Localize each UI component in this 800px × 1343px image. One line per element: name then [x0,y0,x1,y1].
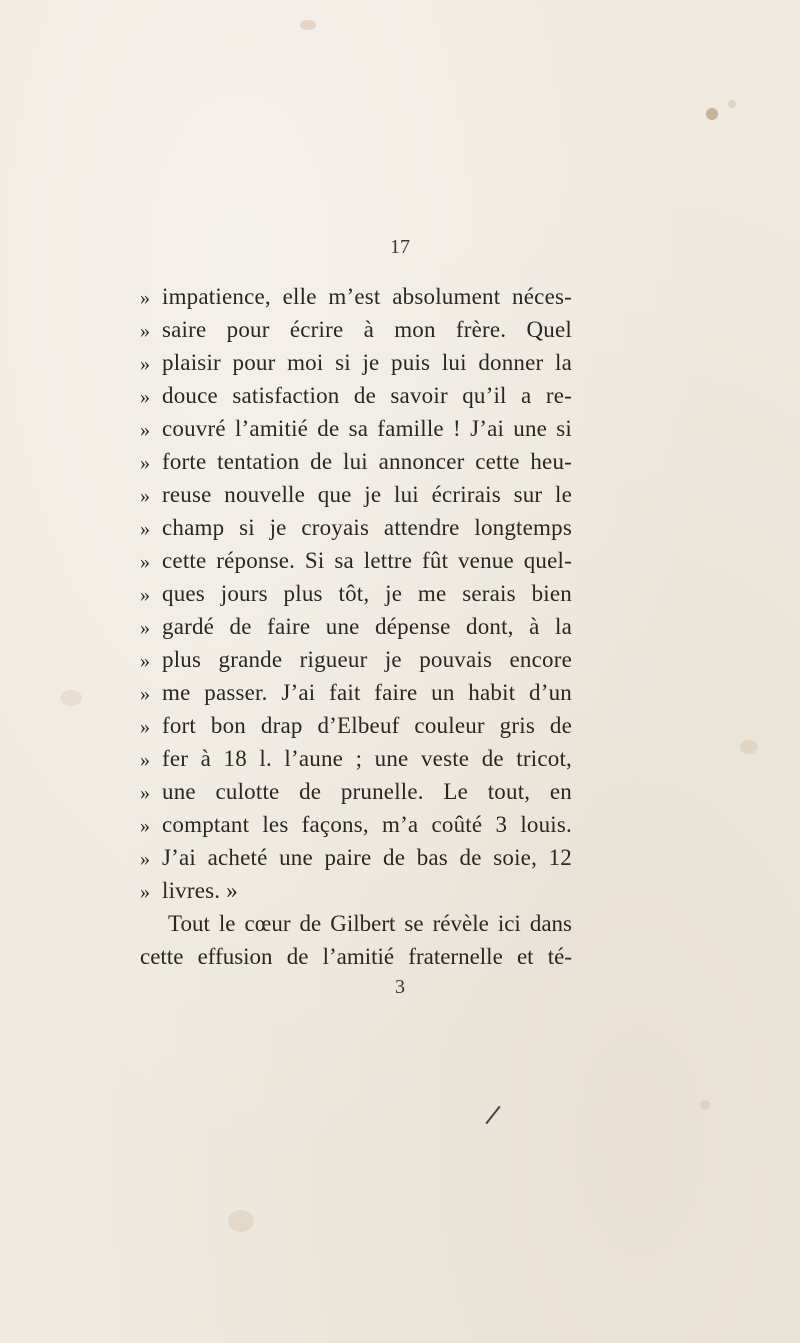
quote-mark: » [140,518,150,540]
quote-line [140,544,572,577]
quote-line-text: cette réponse. Si sa lettre fût venue quel- [162,548,572,573]
foxing-spot [706,108,718,120]
quote-line-text: gardé de faire une dépense dont, à la [162,614,572,639]
quote-line-text: fer à 18 l. l’aune ; une veste de tricot, [162,746,572,771]
quote-line-text: couvré l’amitié de sa famille ! J’ai une si [162,416,572,441]
quote-mark: » [140,353,150,375]
quote-mark: » [140,815,150,837]
foxing-spot [228,1210,254,1232]
quote-line-text: douce satisfaction de savoir qu’il a re- [162,383,572,408]
quote-line-text: plaisir pour moi si je puis lui donner la [162,350,572,375]
quote-line-text: reuse nouvelle que je lui écrirais sur le [162,482,572,507]
quote-line [140,577,572,610]
quote-line [140,808,572,841]
quote-mark: » [140,551,150,573]
quote-line [140,379,572,412]
quote-mark: » [140,749,150,771]
quote-line-text: saire pour écrire à mon frère. Quel [162,317,572,342]
foxing-spot [300,20,316,30]
quote-line-text: plus grande rigueur je pouvais encore [162,647,572,672]
quote-line [140,445,572,478]
quote-line-text: ques jours plus tôt, je me serais bien [162,581,572,606]
quote-line-text: forte tentation de lui annoncer cette heu- [162,449,572,474]
quote-line [140,643,572,676]
quote-line [140,313,572,346]
foxing-spot [700,1100,710,1110]
paragraph-line: Tout le cœur de Gilbert se révèle ici dans [168,911,572,936]
paragraph-line: cette effusion de l’amitié fraternelle et té- [140,944,572,969]
quote-mark: » [140,287,150,309]
quote-line [140,478,572,511]
quote-mark: » [140,848,150,870]
quote-line-text: impatience, elle m’est absolument néces- [162,284,572,309]
quote-mark: » [140,584,150,606]
quote-mark: » [140,782,150,804]
quote-mark: » [140,320,150,342]
quote-line [140,412,572,445]
quote-line-text: me passer. J’ai fait faire un habit d’un [162,680,572,705]
signature-mark: 3 [395,976,405,998]
quote-mark: » [140,650,150,672]
quote-line-text: une culotte de prunelle. Le tout, en [162,779,572,804]
quote-line [140,511,572,544]
quote-line [140,280,572,313]
quote-line [140,775,572,808]
quote-line [140,874,572,907]
quote-line [140,676,572,709]
quote-mark: » [140,617,150,639]
quote-mark: » [140,485,150,507]
quote-mark: » [140,386,150,408]
foxing-spot [728,100,736,108]
quote-line-text: comptant les façons, m’a coûté 3 louis. [162,812,572,837]
quote-mark: » [140,716,150,738]
foxing-spot [740,740,758,754]
quote-line [140,610,572,643]
quote-line-text: fort bon drap d’Elbeuf couleur gris de [162,713,572,738]
text-block [140,280,572,973]
quote-line-text: livres. » [162,878,238,903]
quote-mark: » [140,452,150,474]
quote-mark: » [140,683,150,705]
page-number: 17 [390,236,410,258]
quote-line [140,841,572,874]
quote-mark: » [140,419,150,441]
quote-line [140,742,572,775]
quote-mark: » [140,881,150,903]
quote-line [140,709,572,742]
quote-line-text: J’ai acheté une paire de bas de soie, 12 [162,845,572,870]
quote-line-text: champ si je croyais attendre longtemps [162,515,572,540]
foxing-spot [60,690,82,706]
quote-line [140,346,572,379]
